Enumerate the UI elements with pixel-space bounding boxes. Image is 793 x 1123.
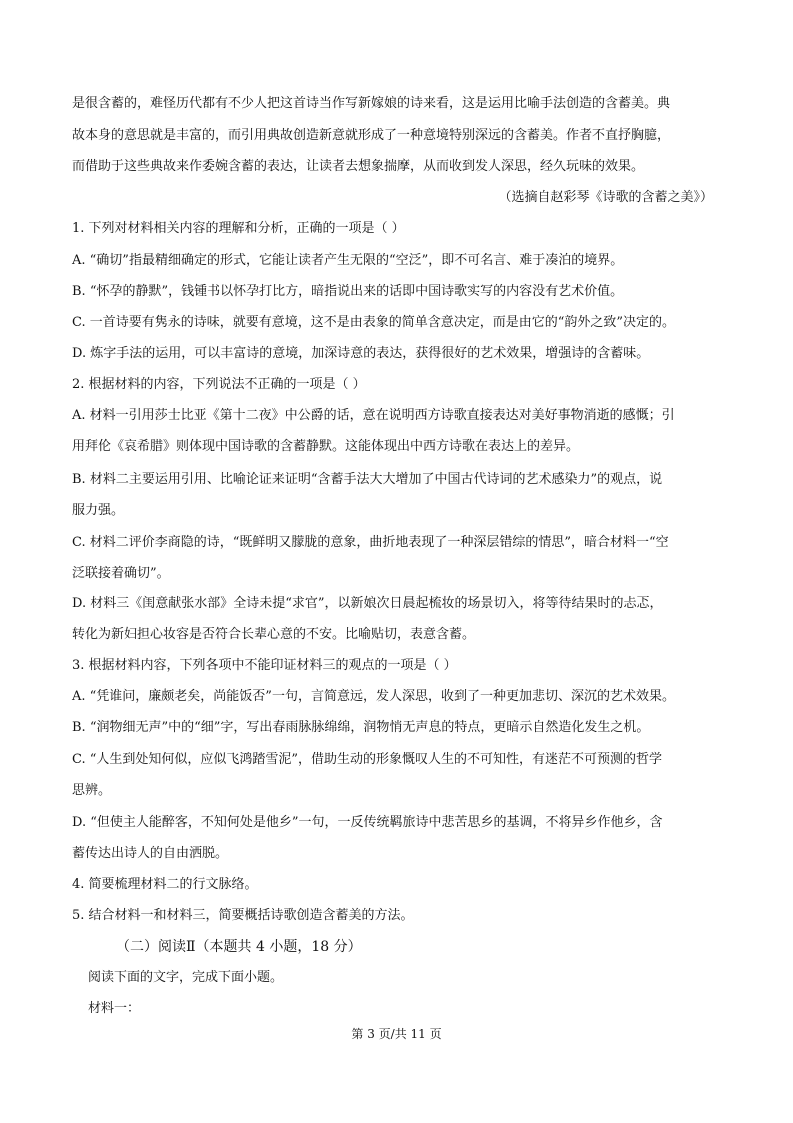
intro-line-3: 而借助于这些典故来作委婉含蓄的表达，让读者去想象揣摩，从而收到发人深思，经久玩味的效果。 — [72, 159, 645, 174]
question-2-stem: 2. 根据材料的内容，下列说法不正确的一项是（ ） — [72, 377, 366, 392]
question-2-option-a-cont: 用拜伦《哀希腊》则体现中国诗歌的含蓄静默。这能体现出中西方诗歌在表达上的差异。 — [72, 439, 580, 454]
question-1-option-b: B. “怀孕的静默”，钱锺书以怀孕打比方，暗指说出来的话即中国诗歌实写的内容没有艺术价值。 — [72, 284, 624, 299]
material-label: 材料一： — [88, 1001, 141, 1016]
question-3-stem: 3. 根据材料内容，下列各项中不能印证材料三的观点的一项是（ ） — [72, 658, 457, 673]
question-1-option-c: C. 一首诗要有隽永的诗味，就要有意境，这不是由表象的简单含意决定，而是由它的“韵外之致”决定的。 — [72, 315, 676, 330]
question-1-option-a: A. “确切”指最精细确定的形式，它能让读者产生无限的“空泛”，即不可名言、难于凑泊的境界。 — [72, 253, 624, 268]
question-3-option-d-cont: 蓄传达出诗人的自由洒脱。 — [72, 846, 229, 861]
question-2-option-d-cont: 转化为新妇担心妆容是否符合长辈心意的不安。比喻贴切，表意含蓄。 — [72, 627, 476, 642]
intro-line-2: 故本身的意思就是丰富的，而引用典故创造新意就形成了一种意境特别深远的含蓄美。作者不直抒胸臆， — [72, 128, 671, 143]
section-instruction: 阅读下面的文字，完成下面小题。 — [88, 970, 284, 985]
question-2-option-b-cont: 服力强。 — [72, 503, 125, 518]
question-1-option-d: D. 炼字手法的运用，可以丰富诗的意境，加深诗意的表达，获得很好的艺术效果，增强诗的含蓄味。 — [72, 346, 650, 361]
question-5: 5. 结合材料一和材料三，简要概括诗歌创造含蓄美的方法。 — [72, 908, 414, 923]
question-4: 4. 简要梳理材料二的行文脉络。 — [72, 877, 258, 892]
question-3-option-c: C. “人生到处知何似，应似飞鸿踏雪泥”，借助生动的形象慨叹人生的不可知性，有迷茫不可预测的哲学 — [72, 752, 663, 767]
page-footer: 第 3 页/共 11 页 — [351, 1027, 442, 1041]
question-2-option-a: A. 材料一引用莎士比亚《第十二夜》中公爵的话，意在说明西方诗歌直接表达对美好事物消逝的感慨；引 — [72, 408, 675, 423]
question-2-option-d: D. 材料三《闺意献张水部》全诗未提“求官”，以新娘次日晨起梳妆的场景切入，将等待结果时的忐忑， — [72, 596, 663, 611]
question-3-option-a: A. “凭谁问，廉颇老矣，尚能饭否”一句，言简意远，发人深思，收到了一种更加悲切、深沉的艺术效果。 — [72, 689, 675, 704]
intro-line-1: 是很含蓄的，难怪历代都有不少人把这首诗当作写新嫁娘的诗来看，这是运用比喻手法创造的含蓄美。典 — [72, 96, 671, 111]
question-1-stem: 1. 下列对材料相关内容的理解和分析，正确的一项是（ ） — [72, 221, 405, 236]
question-2-option-c: C. 材料二评价李商隐的诗，“既鲜明又朦胧的意象，曲折地表现了一种深层错综的情思”，暗合材料一“空 — [72, 535, 669, 550]
question-2-option-c-cont: 泛联接着确切”。 — [72, 566, 170, 581]
question-2-option-b: B. 材料二主要运用引用、比喻论证来证明“含蓄手法大大增加了中国古代诗词的艺术感染力”的观点，说 — [72, 472, 663, 487]
question-3-option-b: B. “润物细无声”中的“细”字，写出春雨脉脉绵绵，润物悄无声息的特点，更暗示自然造化发生之机。 — [72, 720, 650, 735]
section-heading: （二）阅读Ⅱ（本题共 4 小题，18 分） — [116, 939, 362, 955]
source-citation: （选摘自赵彩琴《诗歌的含蓄之美》） — [498, 190, 713, 205]
question-3-option-d: D. “但使主人能醉客，不知何处是他乡”一句，一反传统羁旅诗中悲苦思乡的基调，不将异乡作他乡，含 — [72, 815, 663, 830]
question-3-option-c-cont: 思辨。 — [72, 783, 112, 798]
